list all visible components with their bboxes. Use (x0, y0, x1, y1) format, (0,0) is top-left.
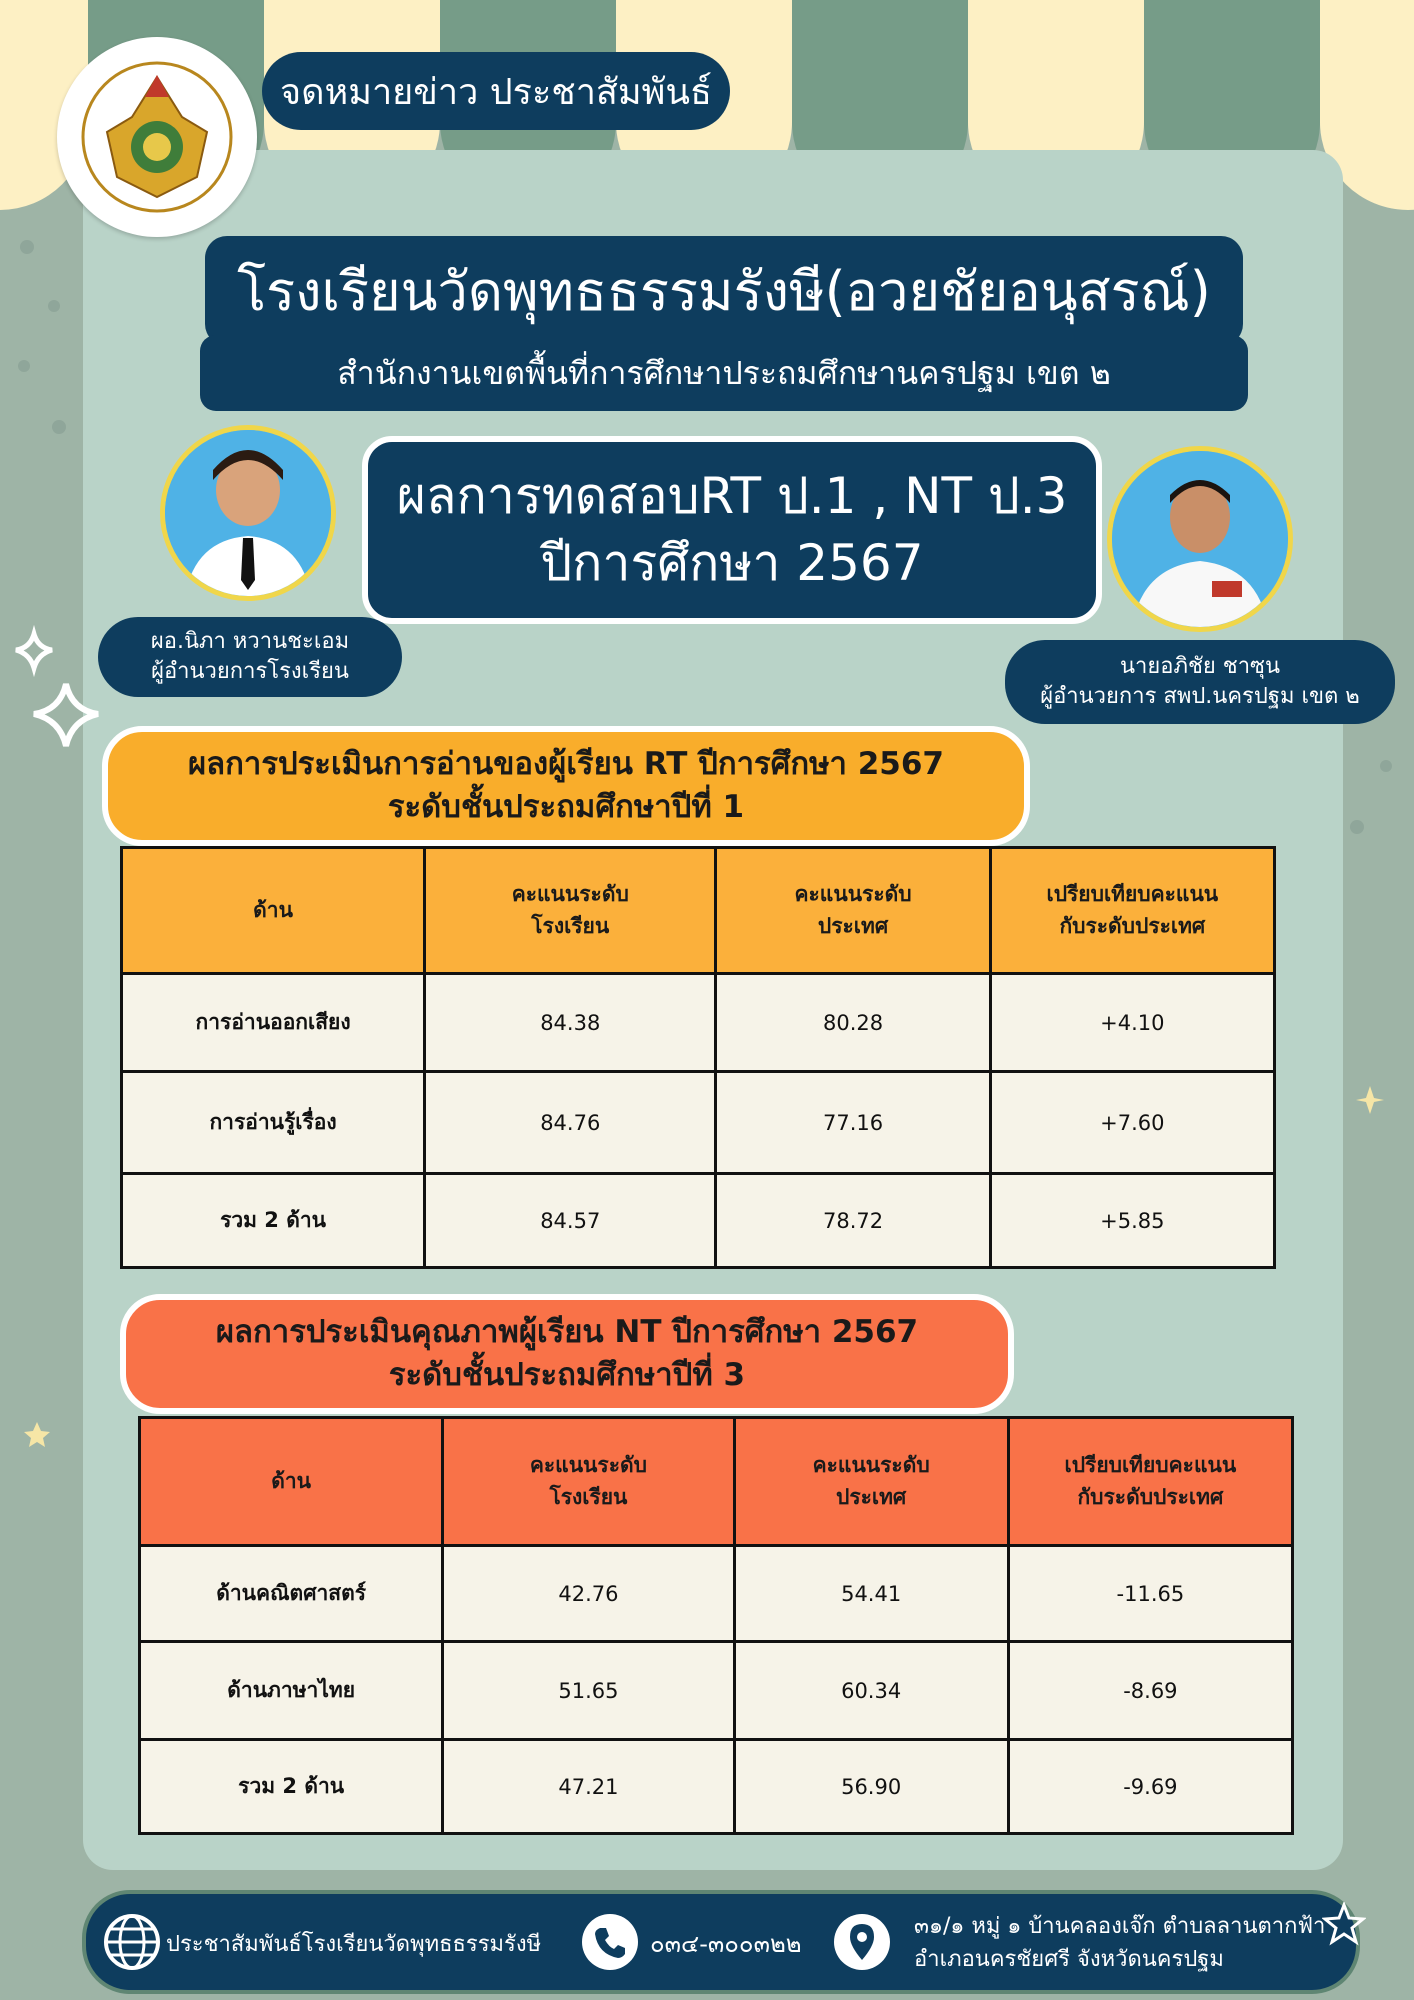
school-name: โรงเรียนวัดพุทธธรรมรังษี(อวยชัยอนุสรณ์) (205, 236, 1243, 346)
aspect-cell: การอ่านออกเสียง (122, 974, 425, 1072)
decor-dot (48, 300, 60, 312)
column-header: ด้าน (122, 848, 425, 974)
director-name: นายอภิชัย ชาซุน (1119, 654, 1281, 680)
table-header-row (122, 848, 1275, 974)
difference-cell: -9.69 (1008, 1740, 1292, 1834)
address (914, 1910, 1325, 1976)
national-score-cell: 56.90 (734, 1740, 1008, 1834)
table-row (140, 1740, 1293, 1834)
table-row (140, 1546, 1293, 1642)
rt-heading-line2: ระดับชั้นประถมศึกษาปีที่ 1 (387, 789, 745, 825)
office-name: สำนักงานเขตพื้นที่การศึกษาประถมศึกษานครปฐม เขต ๒ (200, 335, 1248, 411)
test-title (362, 436, 1102, 624)
star-doodle-icon (4, 614, 114, 774)
national-score-cell: 77.16 (716, 1072, 990, 1174)
column-header: เปรียบเทียบคะแนน กับระดับประเทศ (1008, 1418, 1292, 1546)
column-header: คะแนนระดับ ประเทศ (716, 848, 990, 974)
school-score-cell: 47.21 (443, 1740, 734, 1834)
difference-cell: -8.69 (1008, 1642, 1292, 1740)
test-title-line1: ผลการทดสอบRT ป.1 , NT ป.3 (396, 466, 1068, 525)
school-score-cell: 51.65 (443, 1642, 734, 1740)
phone-icon (582, 1914, 638, 1970)
column-header: เปรียบเทียบคะแนน กับระดับประเทศ (990, 848, 1274, 974)
table-row (122, 974, 1275, 1072)
nt-heading-line2: ระดับชั้นประถมศึกษาปีที่ 3 (388, 1357, 746, 1393)
difference-cell: +4.10 (990, 974, 1274, 1072)
location-pin-icon (834, 1914, 890, 1970)
nt-results-table (138, 1416, 1294, 1835)
facebook-page-link[interactable]: ประชาสัมพันธ์โรงเรียนวัดพุทธธรรมรังษี (166, 1932, 542, 1957)
school-score-cell: 84.57 (425, 1174, 716, 1268)
table-row (122, 1174, 1275, 1268)
aspect-cell: ด้านภาษาไทย (140, 1642, 443, 1740)
nt-heading-line1: ผลการประเมินคุณภาพผู้เรียน NT ปีการศึกษา 2567 (215, 1313, 919, 1350)
principal-name: ผอ.นิภา หวานชะเอม (150, 629, 350, 655)
school-score-cell: 84.38 (425, 974, 716, 1072)
rt-heading-line1: ผลการประเมินการอ่านของผู้เรียน RT ปีการศึกษา 2567 (187, 745, 945, 782)
small-star-icon (22, 1420, 52, 1450)
column-header: ด้าน (140, 1418, 443, 1546)
national-score-cell: 80.28 (716, 974, 990, 1072)
school-score-cell: 42.76 (443, 1546, 734, 1642)
newsletter-label: จดหมายข่าว ประชาสัมพันธ์ (262, 52, 730, 130)
school-logo (57, 37, 257, 237)
national-score-cell: 54.41 (734, 1546, 1008, 1642)
table-row (122, 1072, 1275, 1174)
table-row (140, 1642, 1293, 1740)
principal-photo (160, 425, 336, 601)
address-line1: ๓๑/๑ หมู่ ๑ บ้านคลองเจ๊ก ตำบลลานตากฟ้า (914, 1914, 1326, 1939)
national-score-cell: 60.34 (734, 1642, 1008, 1740)
column-header: คะแนนระดับ โรงเรียน (443, 1418, 734, 1546)
difference-cell: +5.85 (990, 1174, 1274, 1268)
aspect-cell: รวม 2 ด้าน (122, 1174, 425, 1268)
decor-dot (20, 240, 34, 254)
column-header: คะแนนระดับ โรงเรียน (425, 848, 716, 974)
column-header: คะแนนระดับ ประเทศ (734, 1418, 1008, 1546)
rt-section-heading (102, 726, 1030, 846)
director-photo (1107, 446, 1293, 632)
sparkle-icon (1354, 1084, 1386, 1116)
decor-dot (52, 420, 66, 434)
star-outline-icon (1322, 1902, 1366, 1946)
principal-name-tag (98, 617, 402, 697)
director-title: ผู้อำนวยการ สพป.นครปฐม เขต ๒ (1040, 684, 1360, 709)
school-score-cell: 84.76 (425, 1072, 716, 1174)
aspect-cell: ด้านคณิตศาสตร์ (140, 1546, 443, 1642)
test-title-line2: ปีการศึกษา 2567 (540, 534, 924, 592)
principal-title: ผู้อำนวยการโรงเรียน (151, 659, 349, 684)
table-header-row (140, 1418, 1293, 1546)
rt-results-table (120, 846, 1276, 1269)
difference-cell: -11.65 (1008, 1546, 1292, 1642)
aspect-cell: รวม 2 ด้าน (140, 1740, 443, 1834)
nt-section-heading (120, 1294, 1014, 1414)
difference-cell: +7.60 (990, 1072, 1274, 1174)
aspect-cell: การอ่านรู้เรื่อง (122, 1072, 425, 1174)
national-score-cell: 78.72 (716, 1174, 990, 1268)
decor-dot (18, 360, 30, 372)
contact-footer (82, 1890, 1360, 1994)
address-line2: อำเภอนครชัยศรี จังหวัดนครปฐม (914, 1947, 1224, 1972)
decor-dot (1380, 760, 1392, 772)
decor-dot (1350, 820, 1364, 834)
phone-number[interactable]: ๐๓๔-๓๐๐๓๒๒ (650, 1930, 802, 1958)
director-name-tag (1005, 640, 1395, 724)
globe-icon (102, 1912, 162, 1972)
